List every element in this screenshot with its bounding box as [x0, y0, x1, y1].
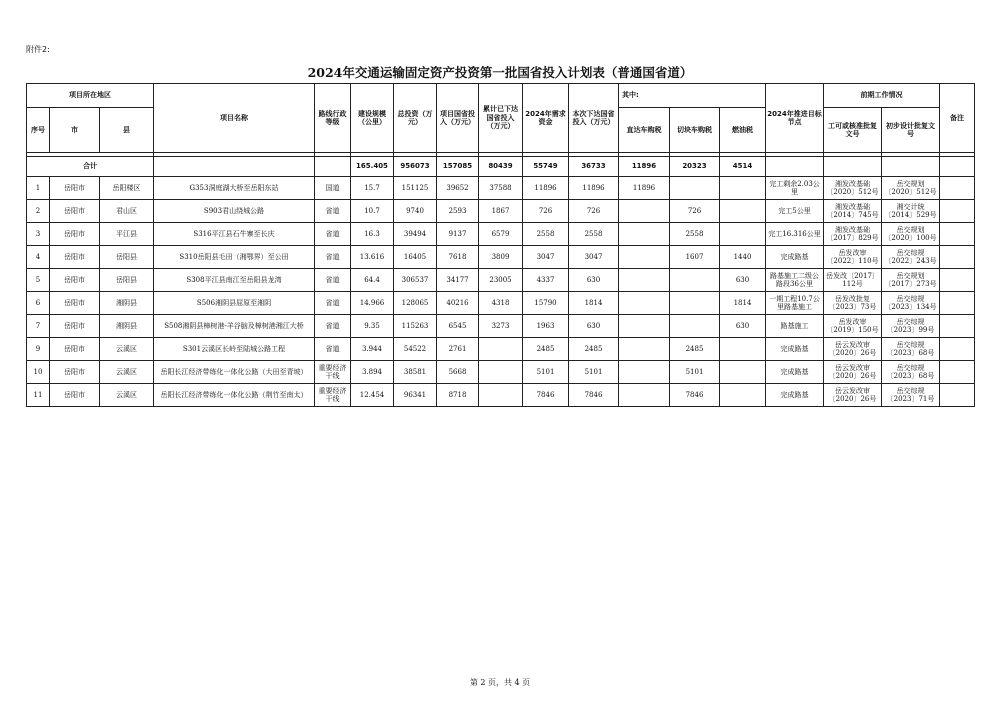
cell-city: 岳阳市	[50, 200, 100, 223]
cell-project-name: G353洞庭湖大桥至岳阳东站	[154, 177, 315, 200]
cell-road-grade: 省道	[315, 223, 351, 246]
cell-this-issue: 2558	[569, 223, 619, 246]
cell-block-tax	[670, 315, 720, 338]
cell-project-name: S506湘阴县屈原至湘阴	[154, 292, 315, 315]
cell-total-investment: 128065	[394, 292, 437, 315]
cell-county: 岳阳县	[100, 269, 154, 292]
cell-road-grade: 省道	[315, 246, 351, 269]
page-number: 第 2 页，共 4 页	[469, 678, 531, 687]
header-county: 县	[100, 108, 154, 153]
cell-fuel-tax	[720, 361, 766, 384]
cell-seq: 1	[27, 177, 50, 200]
cell-direct-tax	[619, 338, 670, 361]
cell-fuel-tax	[720, 384, 766, 407]
cell-target-2024: 完工16.316公里	[766, 223, 824, 246]
cell-road-grade: 省道	[315, 315, 351, 338]
cell-project-name: S316平江县石牛寨至长庆	[154, 223, 315, 246]
cell-city: 岳阳市	[50, 177, 100, 200]
cell-feasibility-doc: 湘发改基础〔2020〕512号	[824, 177, 882, 200]
header-block-tax: 切块车购税	[670, 108, 720, 153]
cell-city: 岳阳市	[50, 246, 100, 269]
cell-provincial-investment: 9137	[437, 223, 479, 246]
cell-city: 岳阳市	[50, 384, 100, 407]
cell-provincial-investment: 39652	[437, 177, 479, 200]
cell-fuel-tax: 1814	[720, 292, 766, 315]
cell-feasibility-doc: 岳云发改审〔2020〕26号	[824, 384, 882, 407]
cell-project-name: S301云溪区长岭至陆城公路工程	[154, 338, 315, 361]
header-scale: 建设规模（公里）	[351, 84, 394, 153]
cell-demand-2024: 726	[523, 200, 569, 223]
cell-direct-tax	[619, 315, 670, 338]
total-provincial-investment: 157085	[437, 157, 479, 177]
cell-total-investment: 306537	[394, 269, 437, 292]
header-location-group: 项目所在地区	[27, 84, 154, 108]
cell-this-issue: 11896	[569, 177, 619, 200]
cell-block-tax	[670, 292, 720, 315]
cell-demand-2024: 1963	[523, 315, 569, 338]
header-feasibility-doc: 工可或核准批复文号	[824, 108, 882, 153]
cell-project-name: 岳阳长江经济带练化一体化公路（大田至青坡）	[154, 361, 315, 384]
cell-direct-tax	[619, 361, 670, 384]
header-target-2024: 2024年推进目标节点	[766, 84, 824, 153]
cell-remarks	[940, 269, 975, 292]
cell-road-grade: 省道	[315, 269, 351, 292]
cell-this-issue: 3047	[569, 246, 619, 269]
cell-demand-2024: 3047	[523, 246, 569, 269]
cell-fuel-tax	[720, 223, 766, 246]
cell-road-grade: 重要经济干线	[315, 384, 351, 407]
cell-scale: 13.616	[351, 246, 394, 269]
table-row	[27, 177, 975, 200]
cell-design-doc: 岳交规划〔2017〕273号	[882, 269, 940, 292]
cell-design-doc: 岳交综规〔2023〕68号	[882, 361, 940, 384]
cell-demand-2024: 7846	[523, 384, 569, 407]
cell-direct-tax: 11896	[619, 177, 670, 200]
header-total-investment: 总投资（万元）	[394, 84, 437, 153]
total-demand-2024: 55749	[523, 157, 569, 177]
cell-this-issue: 7846	[569, 384, 619, 407]
header-provincial-investment: 项目国省投入（万元）	[437, 84, 479, 153]
cell-scale: 9.35	[351, 315, 394, 338]
cell-scale: 64.4	[351, 269, 394, 292]
cell-cumulative-issued	[479, 338, 523, 361]
cell-provincial-investment: 8718	[437, 384, 479, 407]
cell-fuel-tax: 630	[720, 315, 766, 338]
cell-fuel-tax: 630	[720, 269, 766, 292]
project-rows	[27, 177, 975, 407]
cell-project-name: S310岳阳县毛田（湘鄂界）至公田	[154, 246, 315, 269]
cell-city: 岳阳市	[50, 223, 100, 246]
cell-target-2024: 完成路基	[766, 384, 824, 407]
header-remarks: 备注	[940, 84, 975, 153]
header-city: 市	[50, 108, 100, 153]
cell-block-tax: 5101	[670, 361, 720, 384]
cell-cumulative-issued: 1867	[479, 200, 523, 223]
cell-design-doc: 湘交计统〔2014〕529号	[882, 200, 940, 223]
total-block-tax: 20323	[670, 157, 720, 177]
header-road-grade: 路线行政等级	[315, 84, 351, 153]
cell-block-tax: 2558	[670, 223, 720, 246]
cell-project-name: 岳阳长江经济带练化一体化公路（荆竹至南太）	[154, 384, 315, 407]
cell-remarks	[940, 223, 975, 246]
cell-feasibility-doc: 岳发改审〔2022〕110号	[824, 246, 882, 269]
cell-fuel-tax: 1440	[720, 246, 766, 269]
cell-this-issue: 5101	[569, 361, 619, 384]
cell-total-investment: 151125	[394, 177, 437, 200]
header-of-which: 其中:	[619, 84, 766, 108]
cell-seq: 9	[27, 338, 50, 361]
cell-target-2024: 完工5公里	[766, 200, 824, 223]
cell-seq: 5	[27, 269, 50, 292]
total-total-investment: 956073	[394, 157, 437, 177]
cell-county: 平江县	[100, 223, 154, 246]
cell-county: 湘阴县	[100, 315, 154, 338]
total-row	[27, 157, 975, 177]
cell-cumulative-issued	[479, 361, 523, 384]
cell-this-issue: 2485	[569, 338, 619, 361]
cell-block-tax: 2485	[670, 338, 720, 361]
cell-city: 岳阳市	[50, 361, 100, 384]
cell-this-issue: 630	[569, 269, 619, 292]
cell-provincial-investment: 34177	[437, 269, 479, 292]
cell-target-2024: 一期工程10.7公里路基施工	[766, 292, 824, 315]
cell-project-name: S508湘阴县樟树港-羊谷脑及樟树港湘江大桥	[154, 315, 315, 338]
table-row	[27, 246, 975, 269]
cell-scale: 3.894	[351, 361, 394, 384]
cell-direct-tax	[619, 223, 670, 246]
cell-road-grade: 国道	[315, 177, 351, 200]
cell-scale: 15.7	[351, 177, 394, 200]
cell-target-2024: 完工剩余2.03公里	[766, 177, 824, 200]
cell-total-investment: 96341	[394, 384, 437, 407]
cell-remarks	[940, 292, 975, 315]
header-demand-2024: 2024年需求资金	[523, 84, 569, 153]
cell-provincial-investment: 2761	[437, 338, 479, 361]
cell-total-investment: 16405	[394, 246, 437, 269]
cell-direct-tax	[619, 246, 670, 269]
total-cumulative-issued: 80439	[479, 157, 523, 177]
cell-scale: 3.944	[351, 338, 394, 361]
cell-county: 云溪区	[100, 361, 154, 384]
header-seq: 序号	[27, 108, 50, 153]
total-direct-tax: 11896	[619, 157, 670, 177]
cell-county: 湘阴县	[100, 292, 154, 315]
cell-feasibility-doc: 湘发改基础〔2017〕829号	[824, 223, 882, 246]
cell-cumulative-issued: 23005	[479, 269, 523, 292]
cell-road-grade: 省道	[315, 292, 351, 315]
cell-design-doc: 岳交规划〔2020〕512号	[882, 177, 940, 200]
cell-city: 岳阳市	[50, 315, 100, 338]
cell-project-name: S903君山绕城公路	[154, 200, 315, 223]
cell-scale: 12.454	[351, 384, 394, 407]
cell-feasibility-doc: 岳发改审〔2019〕150号	[824, 315, 882, 338]
cell-scale: 16.3	[351, 223, 394, 246]
table-row	[27, 223, 975, 246]
table-row	[27, 338, 975, 361]
cell-provincial-investment: 6545	[437, 315, 479, 338]
cell-feasibility-doc: 岳发改批复〔2023〕73号	[824, 292, 882, 315]
table-row	[27, 361, 975, 384]
cell-county: 岳阳楼区	[100, 177, 154, 200]
cell-target-2024: 完成路基	[766, 338, 824, 361]
cell-total-investment: 9740	[394, 200, 437, 223]
cell-block-tax: 726	[670, 200, 720, 223]
total-label: 合计	[27, 157, 154, 177]
cell-road-grade: 重要经济干线	[315, 361, 351, 384]
cell-remarks	[940, 246, 975, 269]
document-title: 2024年交通运输固定资产投资第一批国省投入计划表（普通国省道）	[307, 65, 693, 80]
table-row	[27, 269, 975, 292]
cell-block-tax: 1607	[670, 246, 720, 269]
header-cumulative-issued: 累计已下达国省投入（万元）	[479, 84, 523, 153]
table-row	[27, 315, 975, 338]
cell-total-investment: 54522	[394, 338, 437, 361]
cell-block-tax	[670, 269, 720, 292]
cell-provincial-investment: 40216	[437, 292, 479, 315]
cell-cumulative-issued: 3273	[479, 315, 523, 338]
cell-city: 岳阳市	[50, 292, 100, 315]
cell-total-investment: 115263	[394, 315, 437, 338]
table-row	[27, 384, 975, 407]
cell-direct-tax	[619, 269, 670, 292]
cell-county: 君山区	[100, 200, 154, 223]
cell-cumulative-issued: 37588	[479, 177, 523, 200]
cell-design-doc: 岳交综规〔2023〕68号	[882, 338, 940, 361]
cell-block-tax	[670, 177, 720, 200]
cell-this-issue: 630	[569, 315, 619, 338]
cell-cumulative-issued	[479, 384, 523, 407]
header-fuel-tax: 燃油税	[720, 108, 766, 153]
header-design-doc: 初步设计批复文号	[882, 108, 940, 153]
cell-remarks	[940, 177, 975, 200]
total-this-issue: 36733	[569, 157, 619, 177]
cell-cumulative-issued: 6579	[479, 223, 523, 246]
cell-seq: 10	[27, 361, 50, 384]
cell-cumulative-issued: 3809	[479, 246, 523, 269]
cell-feasibility-doc: 岳云发改审〔2020〕26号	[824, 338, 882, 361]
cell-target-2024: 完成路基	[766, 246, 824, 269]
cell-remarks	[940, 315, 975, 338]
cell-seq: 7	[27, 315, 50, 338]
header-this-issue: 本次下达国省投入（万元）	[569, 84, 619, 153]
cell-direct-tax	[619, 384, 670, 407]
cell-design-doc: 岳交规划〔2020〕100号	[882, 223, 940, 246]
header-direct-tax: 直达车购税	[619, 108, 670, 153]
total-fuel-tax: 4514	[720, 157, 766, 177]
cell-remarks	[940, 361, 975, 384]
cell-feasibility-doc: 湘发改基础〔2014〕745号	[824, 200, 882, 223]
cell-demand-2024: 4337	[523, 269, 569, 292]
cell-design-doc: 岳交综规〔2023〕134号	[882, 292, 940, 315]
investment-plan-table	[26, 83, 975, 407]
cell-total-investment: 39494	[394, 223, 437, 246]
cell-seq: 6	[27, 292, 50, 315]
cell-county: 云溪区	[100, 384, 154, 407]
attachment-label: 附件2:	[26, 45, 50, 54]
cell-road-grade: 省道	[315, 338, 351, 361]
cell-city: 岳阳市	[50, 269, 100, 292]
cell-design-doc: 岳交综规〔2022〕243号	[882, 246, 940, 269]
cell-seq: 4	[27, 246, 50, 269]
cell-remarks	[940, 200, 975, 223]
cell-direct-tax	[619, 200, 670, 223]
cell-this-issue: 726	[569, 200, 619, 223]
cell-direct-tax	[619, 292, 670, 315]
cell-seq: 2	[27, 200, 50, 223]
cell-target-2024: 完成路基	[766, 361, 824, 384]
cell-seq: 3	[27, 223, 50, 246]
cell-road-grade: 省道	[315, 200, 351, 223]
cell-cumulative-issued: 4318	[479, 292, 523, 315]
cell-county: 云溪区	[100, 338, 154, 361]
cell-fuel-tax	[720, 177, 766, 200]
cell-county: 岳阳县	[100, 246, 154, 269]
cell-city: 岳阳市	[50, 338, 100, 361]
cell-remarks	[940, 338, 975, 361]
header-prep-work: 前期工作情况	[824, 84, 940, 108]
cell-block-tax: 7846	[670, 384, 720, 407]
header-project-name: 项目名称	[154, 84, 315, 153]
cell-demand-2024: 2485	[523, 338, 569, 361]
cell-design-doc: 岳交综规〔2023〕99号	[882, 315, 940, 338]
cell-seq: 11	[27, 384, 50, 407]
cell-feasibility-doc: 岳云发改审〔2020〕26号	[824, 361, 882, 384]
cell-demand-2024: 15790	[523, 292, 569, 315]
cell-scale: 14.966	[351, 292, 394, 315]
cell-provincial-investment: 5668	[437, 361, 479, 384]
cell-remarks	[940, 384, 975, 407]
cell-demand-2024: 11896	[523, 177, 569, 200]
cell-fuel-tax	[720, 200, 766, 223]
cell-project-name: S308平江县南江至岳阳县龙湾	[154, 269, 315, 292]
table-row	[27, 292, 975, 315]
cell-provincial-investment: 7618	[437, 246, 479, 269]
cell-target-2024: 路基施工二级公路段36公里	[766, 269, 824, 292]
cell-design-doc: 岳交综规〔2023〕71号	[882, 384, 940, 407]
total-scale: 165.405	[351, 157, 394, 177]
cell-total-investment: 38581	[394, 361, 437, 384]
header-row-1	[27, 84, 975, 108]
cell-this-issue: 1814	[569, 292, 619, 315]
cell-feasibility-doc: 岳发改〔2017〕112号	[824, 269, 882, 292]
cell-demand-2024: 5101	[523, 361, 569, 384]
table-row	[27, 200, 975, 223]
cell-fuel-tax	[720, 338, 766, 361]
cell-target-2024: 路基施工	[766, 315, 824, 338]
cell-demand-2024: 2558	[523, 223, 569, 246]
cell-scale: 10.7	[351, 200, 394, 223]
cell-provincial-investment: 2593	[437, 200, 479, 223]
